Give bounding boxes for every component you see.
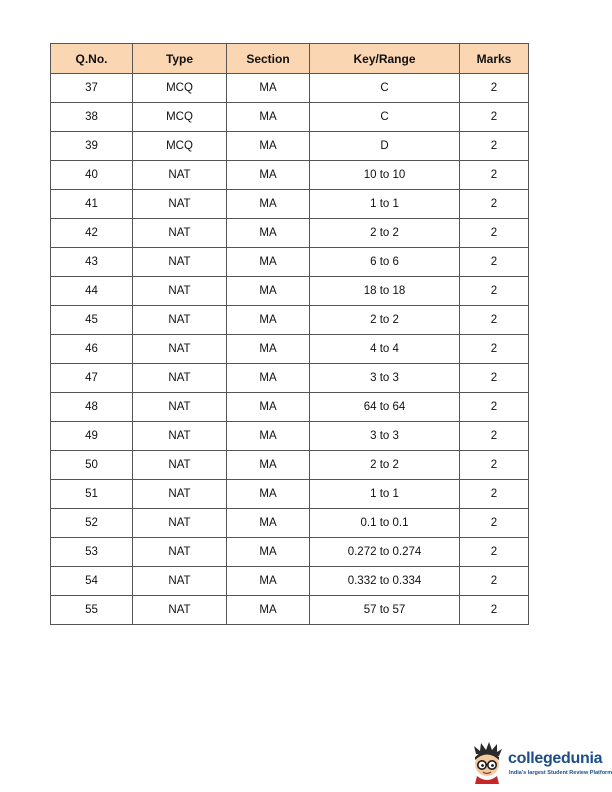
cell-section: MA bbox=[227, 393, 310, 422]
cell-marks: 2 bbox=[460, 190, 529, 219]
cell-qno: 55 bbox=[51, 596, 133, 625]
cell-marks: 2 bbox=[460, 596, 529, 625]
cell-key-range: 57 to 57 bbox=[310, 596, 460, 625]
cell-type: NAT bbox=[133, 306, 227, 335]
table-row bbox=[51, 161, 529, 190]
cell-section: MA bbox=[227, 103, 310, 132]
cell-qno: 39 bbox=[51, 132, 133, 161]
cell-qno: 48 bbox=[51, 393, 133, 422]
cell-key-range: 6 to 6 bbox=[310, 248, 460, 277]
cell-key-range: 3 to 3 bbox=[310, 364, 460, 393]
mascot-logo-icon bbox=[468, 740, 506, 784]
table-row bbox=[51, 364, 529, 393]
table-row bbox=[51, 451, 529, 480]
cell-qno: 44 bbox=[51, 277, 133, 306]
cell-marks: 2 bbox=[460, 306, 529, 335]
cell-type: NAT bbox=[133, 567, 227, 596]
cell-section: MA bbox=[227, 335, 310, 364]
header-section: Section bbox=[227, 44, 310, 74]
table-row bbox=[51, 248, 529, 277]
cell-type: MCQ bbox=[133, 74, 227, 103]
header-type: Type bbox=[133, 44, 227, 74]
cell-marks: 2 bbox=[460, 335, 529, 364]
cell-section: MA bbox=[227, 567, 310, 596]
cell-type: NAT bbox=[133, 538, 227, 567]
table-row bbox=[51, 190, 529, 219]
cell-marks: 2 bbox=[460, 509, 529, 538]
cell-key-range: D bbox=[310, 132, 460, 161]
table-row bbox=[51, 219, 529, 248]
cell-qno: 42 bbox=[51, 219, 133, 248]
brand-tagline: India's largest Student Review Platform bbox=[509, 770, 612, 776]
cell-section: MA bbox=[227, 306, 310, 335]
cell-key-range: 2 to 2 bbox=[310, 451, 460, 480]
cell-key-range: 0.272 to 0.274 bbox=[310, 538, 460, 567]
cell-key-range: 4 to 4 bbox=[310, 335, 460, 364]
cell-marks: 2 bbox=[460, 422, 529, 451]
table-row bbox=[51, 509, 529, 538]
cell-qno: 52 bbox=[51, 509, 133, 538]
cell-section: MA bbox=[227, 538, 310, 567]
table-row bbox=[51, 74, 529, 103]
cell-type: NAT bbox=[133, 480, 227, 509]
cell-key-range: C bbox=[310, 103, 460, 132]
cell-key-range: C bbox=[310, 74, 460, 103]
cell-key-range: 1 to 1 bbox=[310, 480, 460, 509]
cell-type: NAT bbox=[133, 219, 227, 248]
cell-section: MA bbox=[227, 451, 310, 480]
cell-qno: 43 bbox=[51, 248, 133, 277]
cell-section: MA bbox=[227, 219, 310, 248]
cell-marks: 2 bbox=[460, 219, 529, 248]
cell-section: MA bbox=[227, 364, 310, 393]
cell-marks: 2 bbox=[460, 538, 529, 567]
cell-qno: 47 bbox=[51, 364, 133, 393]
header-qno: Q.No. bbox=[51, 44, 133, 74]
cell-key-range: 1 to 1 bbox=[310, 190, 460, 219]
answer-key-table bbox=[50, 43, 529, 625]
cell-type: NAT bbox=[133, 422, 227, 451]
cell-qno: 49 bbox=[51, 422, 133, 451]
cell-type: NAT bbox=[133, 335, 227, 364]
cell-qno: 46 bbox=[51, 335, 133, 364]
cell-marks: 2 bbox=[460, 74, 529, 103]
cell-marks: 2 bbox=[460, 277, 529, 306]
cell-type: MCQ bbox=[133, 132, 227, 161]
collegedunia-brand bbox=[468, 740, 612, 784]
table-row bbox=[51, 422, 529, 451]
table-row bbox=[51, 393, 529, 422]
cell-section: MA bbox=[227, 74, 310, 103]
header-marks: Marks bbox=[460, 44, 529, 74]
table-row bbox=[51, 306, 529, 335]
cell-marks: 2 bbox=[460, 248, 529, 277]
table-row bbox=[51, 480, 529, 509]
table-header bbox=[51, 44, 529, 74]
table-row bbox=[51, 538, 529, 567]
cell-marks: 2 bbox=[460, 161, 529, 190]
cell-qno: 41 bbox=[51, 190, 133, 219]
cell-type: MCQ bbox=[133, 103, 227, 132]
cell-key-range: 18 to 18 bbox=[310, 277, 460, 306]
cell-marks: 2 bbox=[460, 364, 529, 393]
cell-qno: 37 bbox=[51, 74, 133, 103]
cell-section: MA bbox=[227, 190, 310, 219]
table-body bbox=[51, 74, 529, 625]
cell-type: NAT bbox=[133, 509, 227, 538]
cell-qno: 38 bbox=[51, 103, 133, 132]
cell-key-range: 64 to 64 bbox=[310, 393, 460, 422]
cell-type: NAT bbox=[133, 277, 227, 306]
cell-type: NAT bbox=[133, 451, 227, 480]
table-row bbox=[51, 567, 529, 596]
cell-type: NAT bbox=[133, 393, 227, 422]
cell-section: MA bbox=[227, 422, 310, 451]
cell-key-range: 10 to 10 bbox=[310, 161, 460, 190]
cell-qno: 45 bbox=[51, 306, 133, 335]
cell-marks: 2 bbox=[460, 480, 529, 509]
cell-type: NAT bbox=[133, 248, 227, 277]
table-row bbox=[51, 277, 529, 306]
table-row bbox=[51, 596, 529, 625]
header-key-range: Key/Range bbox=[310, 44, 460, 74]
cell-type: NAT bbox=[133, 161, 227, 190]
table-row bbox=[51, 103, 529, 132]
cell-section: MA bbox=[227, 248, 310, 277]
cell-qno: 51 bbox=[51, 480, 133, 509]
cell-qno: 53 bbox=[51, 538, 133, 567]
cell-key-range: 3 to 3 bbox=[310, 422, 460, 451]
cell-type: NAT bbox=[133, 364, 227, 393]
cell-qno: 54 bbox=[51, 567, 133, 596]
cell-marks: 2 bbox=[460, 393, 529, 422]
cell-type: NAT bbox=[133, 596, 227, 625]
cell-key-range: 0.332 to 0.334 bbox=[310, 567, 460, 596]
cell-section: MA bbox=[227, 277, 310, 306]
cell-section: MA bbox=[227, 509, 310, 538]
cell-key-range: 0.1 to 0.1 bbox=[310, 509, 460, 538]
cell-qno: 50 bbox=[51, 451, 133, 480]
brand-name: collegedunia bbox=[508, 750, 603, 767]
cell-marks: 2 bbox=[460, 567, 529, 596]
header-row bbox=[51, 44, 529, 74]
cell-marks: 2 bbox=[460, 132, 529, 161]
cell-section: MA bbox=[227, 132, 310, 161]
table-row bbox=[51, 132, 529, 161]
cell-marks: 2 bbox=[460, 103, 529, 132]
table-row bbox=[51, 335, 529, 364]
cell-qno: 40 bbox=[51, 161, 133, 190]
cell-key-range: 2 to 2 bbox=[310, 306, 460, 335]
cell-section: MA bbox=[227, 161, 310, 190]
cell-key-range: 2 to 2 bbox=[310, 219, 460, 248]
cell-section: MA bbox=[227, 596, 310, 625]
cell-section: MA bbox=[227, 480, 310, 509]
cell-type: NAT bbox=[133, 190, 227, 219]
cell-marks: 2 bbox=[460, 451, 529, 480]
